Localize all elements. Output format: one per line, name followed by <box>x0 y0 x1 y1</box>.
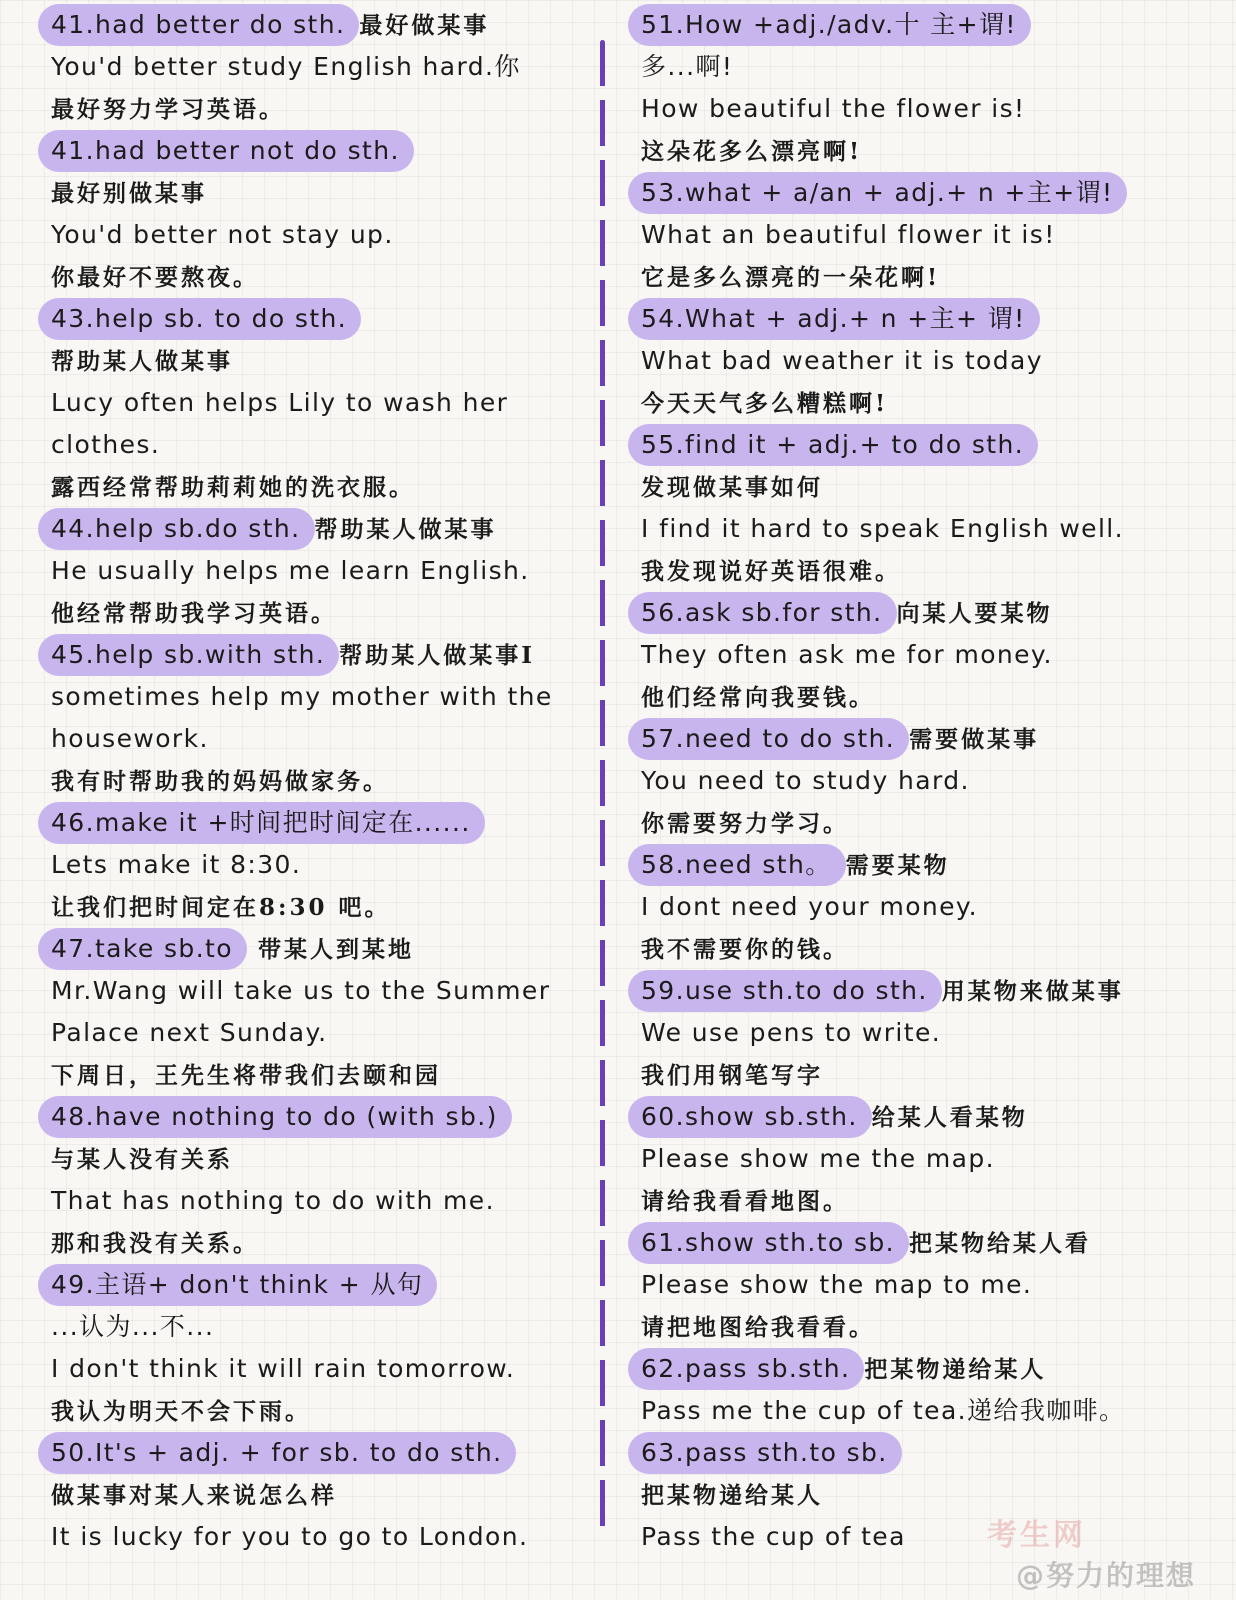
english-line: Palace next Sunday. <box>51 1018 328 1047</box>
phrase-heading <box>628 1096 1218 1138</box>
chinese-line: 下周日，王先生将带我们去颐和园 <box>51 1062 441 1089</box>
chinese-line: 我有时帮助我的妈妈做家务。 <box>51 768 389 795</box>
english-line: Lets make it 8:30. <box>51 850 302 879</box>
phrase-heading <box>628 592 1218 634</box>
chinese-line: 把某物递给某人 <box>641 1482 823 1509</box>
phrase-meaning: 需要某物 <box>845 852 950 879</box>
phrase-meaning: 帮助某人做某事 <box>314 516 497 543</box>
phrase-heading <box>628 718 1218 760</box>
english-line: You need to study hard. <box>641 766 970 795</box>
highlighted-phrase: 43.help sb. to do sth. <box>38 298 361 340</box>
highlighted-phrase: 46.make it +时间把时间定在...... <box>38 802 485 844</box>
phrase-meaning: 带某人到某地 <box>246 936 414 963</box>
phrase-heading <box>628 298 1218 340</box>
phrase-heading <box>38 298 608 340</box>
english-line: I dont need your money. <box>641 892 978 921</box>
chinese-line: 那和我没有关系。 <box>51 1230 259 1257</box>
highlighted-phrase: 53.what + a/an + adj.+ n +主+谓! <box>628 172 1127 214</box>
chinese-line: 你最好不要熬夜。 <box>51 264 259 291</box>
english-line: Mr.Wang will take us to the Summer <box>51 976 551 1005</box>
phrase-heading <box>628 970 1218 1012</box>
english-line: You'd better not stay up. <box>51 220 394 249</box>
phrase-heading <box>38 1096 608 1138</box>
english-line: They often ask me for money. <box>641 640 1053 669</box>
english-line: You'd better study English hard.你 <box>51 52 521 81</box>
phrase-meaning: 把某物递给某人 <box>864 1356 1047 1383</box>
highlighted-phrase: 48.have nothing to do (with sb.) <box>38 1096 512 1138</box>
highlighted-phrase: 57.need to do sth. <box>628 718 909 760</box>
chinese-line: 我们用钢笔写字 <box>641 1062 823 1089</box>
phrase-heading <box>628 844 1218 886</box>
phrase-meaning: 最好做某事 <box>359 12 490 39</box>
phrase-heading <box>38 130 608 172</box>
english-line: I find it hard to speak English well. <box>641 514 1124 543</box>
english-line: It is lucky for you to go to London. <box>51 1522 529 1551</box>
highlighted-phrase: 62.pass sb.sth. <box>628 1348 864 1390</box>
highlighted-phrase: 45.help sb.with sth. <box>38 634 339 676</box>
chinese-line: 请把地图给我看看。 <box>641 1314 875 1341</box>
highlighted-phrase: 60.show sb.sth. <box>628 1096 872 1138</box>
highlighted-phrase: 50.It's + adj. + for sb. to do sth. <box>38 1432 516 1474</box>
highlighted-phrase: 47.take sb.to <box>38 928 247 970</box>
phrase-heading <box>38 4 608 46</box>
phrase-heading <box>38 508 608 550</box>
chinese-line: 发现做某事如何 <box>641 474 823 501</box>
phrase-heading <box>38 802 608 844</box>
chinese-line: 我发现说好英语很难。 <box>641 558 901 585</box>
english-line: 多...啊! <box>641 52 734 81</box>
phrase-heading <box>628 424 1218 466</box>
phrase-meaning: 用某物来做某事 <box>941 978 1124 1005</box>
highlighted-phrase: 61.show sth.to sb. <box>628 1222 909 1264</box>
chinese-line: 露西经常帮助莉莉她的洗衣服。 <box>51 474 415 501</box>
english-line: Pass me the cup of tea.递给我咖啡。 <box>641 1396 1126 1425</box>
right-column <box>628 4 1218 1558</box>
phrase-heading <box>628 172 1218 214</box>
watermark-logo: 考生网 <box>987 1518 1086 1553</box>
phrase-meaning: 把某物给某人看 <box>909 1230 1092 1257</box>
chinese-line: 与某人没有关系 <box>51 1146 233 1173</box>
phrase-heading <box>38 928 608 970</box>
english-line: clothes. <box>51 430 161 459</box>
phrase-heading <box>628 4 1218 46</box>
chinese-line: 请给我看看地图。 <box>641 1188 849 1215</box>
chinese-line: 他经常帮助我学习英语。 <box>51 600 337 627</box>
left-column <box>38 4 608 1558</box>
chinese-line: 让我们把时间定在8:30 吧。 <box>51 894 391 921</box>
chinese-line: 帮助某人做某事 <box>51 348 233 375</box>
chinese-line: 这朵花多么漂亮啊! <box>641 138 863 165</box>
highlighted-phrase: 49.主语+ don't think + 从句 <box>38 1264 437 1306</box>
phrase-meaning: 向某人要某物 <box>896 600 1053 627</box>
highlighted-phrase: 41.had better do sth. <box>38 4 359 46</box>
chinese-line: 他们经常向我要钱。 <box>641 684 875 711</box>
chinese-line: 我认为明天不会下雨。 <box>51 1398 311 1425</box>
english-line: We use pens to write. <box>641 1018 942 1047</box>
phrase-heading <box>628 1432 1218 1474</box>
chinese-line: 最好别做某事 <box>51 180 207 207</box>
english-line: What bad weather it is today <box>641 346 1043 375</box>
chinese-line: 我不需要你的钱。 <box>641 936 849 963</box>
phrase-meaning: 帮助某人做某事I <box>339 642 535 669</box>
chinese-line: 最好努力学习英语。 <box>51 96 285 123</box>
english-line: sometimes help my mother with the <box>51 682 553 711</box>
phrase-heading <box>38 1432 608 1474</box>
english-line: Pass the cup of tea <box>641 1522 906 1551</box>
highlighted-phrase: 56.ask sb.for sth. <box>628 592 897 634</box>
watermark-text: @努力的理想 <box>1015 1559 1196 1592</box>
english-line: ...认为...不... <box>51 1312 215 1341</box>
chinese-line: 做某事对某人来说怎么样 <box>51 1482 337 1509</box>
highlighted-phrase: 55.find it + adj.+ to do sth. <box>628 424 1038 466</box>
column-divider <box>600 40 605 1530</box>
phrase-heading <box>38 634 608 676</box>
highlighted-phrase: 58.need sth。 <box>628 844 846 886</box>
english-line: He usually helps me learn English. <box>51 556 530 585</box>
english-line: Lucy often helps Lily to wash her <box>51 388 509 417</box>
english-line: I don't think it will rain tomorrow. <box>51 1354 516 1383</box>
english-line: What an beautiful flower it is! <box>641 220 1056 249</box>
phrase-heading <box>38 1264 608 1306</box>
english-line: housework. <box>51 724 209 753</box>
chinese-line: 今天天气多么糟糕啊! <box>641 390 889 417</box>
highlighted-phrase: 54.What + adj.+ n +主+ 谓! <box>628 298 1040 340</box>
phrase-heading <box>628 1348 1218 1390</box>
highlighted-phrase: 63.pass sth.to sb. <box>628 1432 902 1474</box>
english-line: That has nothing to do with me. <box>51 1186 495 1215</box>
highlighted-phrase: 41.had better not do sth. <box>38 130 414 172</box>
english-line: Please show the map to me. <box>641 1270 1033 1299</box>
phrase-meaning: 给某人看某物 <box>871 1104 1028 1131</box>
highlighted-phrase: 44.help sb.do sth. <box>38 508 315 550</box>
phrase-heading <box>628 1222 1218 1264</box>
highlighted-phrase: 59.use sth.to do sth. <box>628 970 942 1012</box>
english-line: How beautiful the flower is! <box>641 94 1026 123</box>
chinese-line: 你需要努力学习。 <box>641 810 849 837</box>
english-line: Please show me the map. <box>641 1144 995 1173</box>
highlighted-phrase: 51.How +adj./adv.十 主+谓! <box>628 4 1031 46</box>
phrase-meaning: 需要做某事 <box>909 726 1040 753</box>
chinese-line: 它是多么漂亮的一朵花啊! <box>641 264 941 291</box>
